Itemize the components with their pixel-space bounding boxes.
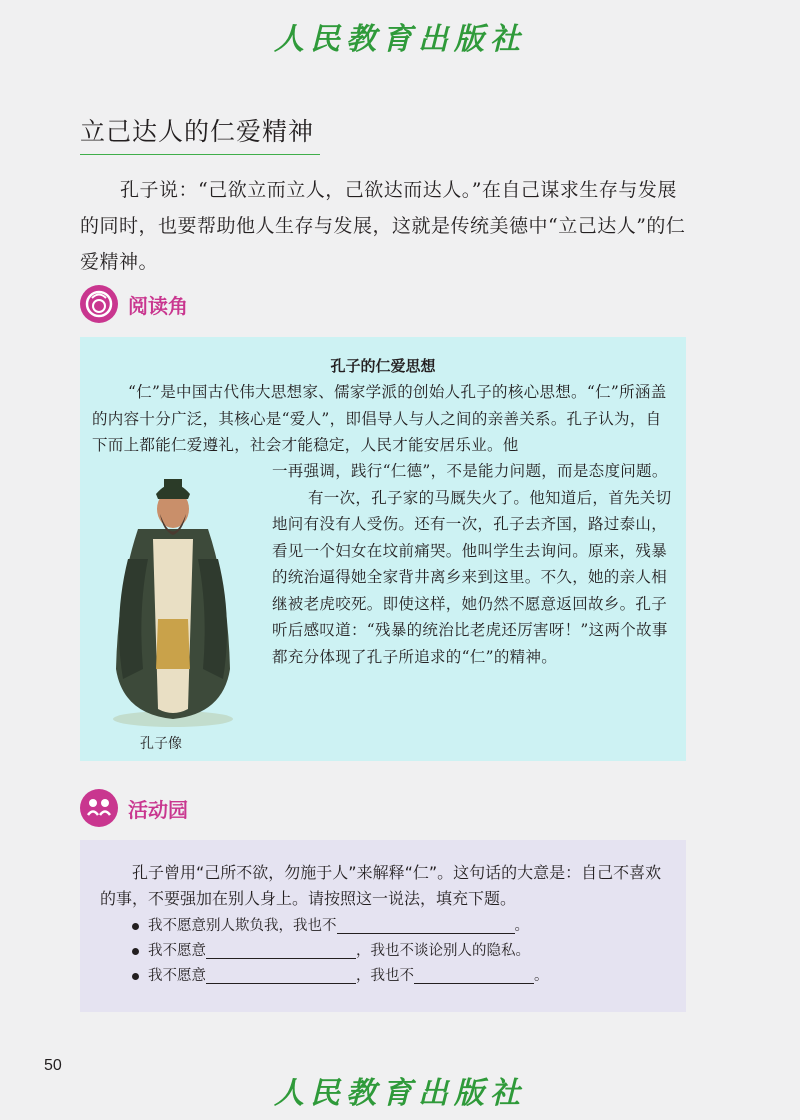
activity-corner-label: 活动园 <box>128 797 188 822</box>
page-number: 50 <box>44 1057 62 1074</box>
fill-in-text: ，我也不 <box>356 968 414 984</box>
activity-intro-text: 孔子曾用“己所不欲，勿施于人”来解释“仁”。这句话的大意是：自己不喜欢的事，不要强加在别人身上。请按照这一说法，填充下题。 <box>100 863 662 908</box>
activity-intro <box>100 860 672 912</box>
reading-corner-label: 阅读角 <box>128 293 188 318</box>
reading-wrapped-text <box>272 458 674 670</box>
bullet-icon <box>132 923 139 930</box>
reading-box <box>80 337 686 761</box>
reading-body <box>92 379 676 459</box>
publisher-footer: 人民教育出版社 <box>274 1076 526 1111</box>
reading-corner-icon <box>80 285 118 323</box>
fill-in-blank[interactable] <box>337 919 515 934</box>
section-title: 立己达人的仁爱精神 <box>80 112 320 155</box>
bullet-icon <box>132 948 139 955</box>
fill-in-text: 我不愿意别人欺负我，我也不 <box>148 918 337 934</box>
fill-in-list <box>132 914 549 989</box>
publisher-header: 人民教育出版社 <box>274 22 526 57</box>
confucius-portrait <box>98 469 248 729</box>
activity-corner-icon <box>80 789 118 827</box>
reading-paragraph-1: “仁”是中国古代伟大思想家、儒家学派的创始人孔子的核心思想。“仁”所涵盖的内容十分广泛，其核心是“爱人”，即倡导人与人之间的亲善关系。孔子认为，自下而上都能仁爱遵礼，社会才能稳定，人民才能安居乐业。他 <box>92 383 667 454</box>
fill-in-text: 我不愿意 <box>148 968 206 984</box>
fill-in-item-3 <box>132 964 549 989</box>
fill-in-text: 。 <box>514 918 529 934</box>
reading-paragraph-2: 有一次，孔子家的马厩失火了。他知道后，首先关切地问有没有人受伤。还有一次，孔子去齐国，路过泰山，看见一个妇女在坟前痛哭。他叫学生去询问。原来，残暴的统治逼得她全家背井离乡来到这里。不久，她的亲人相继被老虎咬死。即使这样，她仍然不愿意返回故乡。孔子听后感叹道：“残暴的统治比老虎还厉害呀！”这两个故事都充分体现了孔子所追求的“仁”的精神。 <box>272 488 672 666</box>
intro-text: 孔子说：“己欲立而立人，己欲达而达人。”在自己谋求生存与发展的同时，也要帮助他人生存与发展，这就是传统美德中“立己达人”的仁爱精神。 <box>80 179 686 273</box>
bullet-icon <box>132 973 139 980</box>
reading-title: 孔子的仁爱思想 <box>330 357 436 375</box>
activity-box <box>80 840 686 1012</box>
activity-corner-heading <box>80 788 188 828</box>
fill-in-text: 我不愿意 <box>148 943 206 959</box>
fill-in-blank[interactable] <box>206 944 356 959</box>
reading-corner-heading <box>80 284 188 324</box>
fill-in-blank[interactable] <box>414 969 534 984</box>
fill-in-item-1 <box>132 914 549 939</box>
fill-in-text: 。 <box>534 968 549 984</box>
intro-paragraph <box>80 172 692 280</box>
fill-in-blank[interactable] <box>206 969 356 984</box>
fill-in-item-2 <box>132 939 549 964</box>
fill-in-text: ，我也不谈论别人的隐私。 <box>356 943 530 959</box>
portrait-caption: 孔子像 <box>140 736 182 752</box>
reading-paragraph-1-cont: 一再强调，践行“仁德”，不是能力问题，而是态度问题。 <box>272 462 668 480</box>
